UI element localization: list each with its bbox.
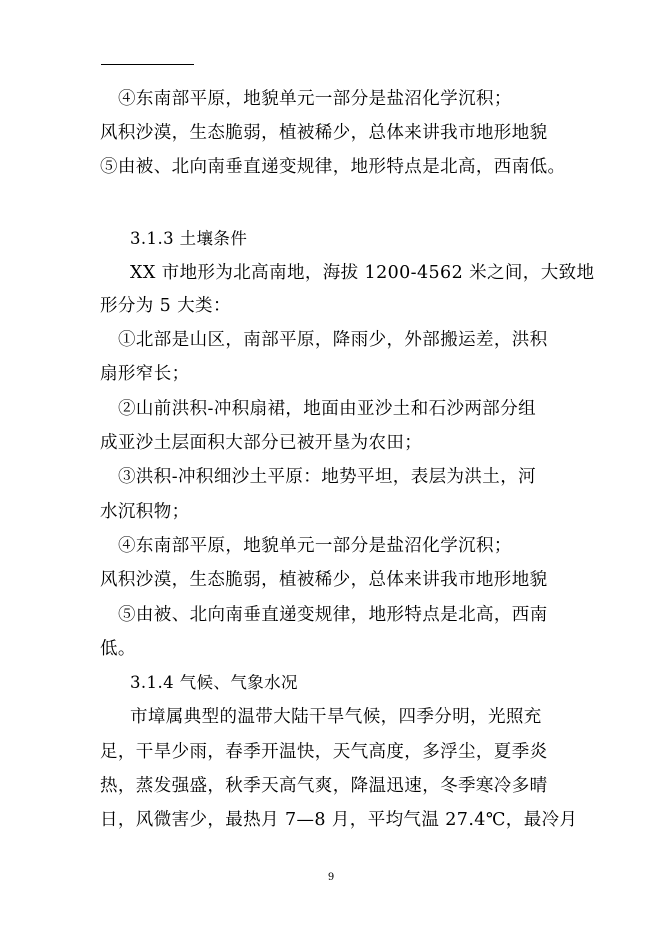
paragraph-line: ②山前洪积-冲积扇裙，地面由亚沙土和石沙两部分组 (118, 399, 537, 419)
section-heading: 3.1.3 土壤条件 (130, 229, 248, 248)
paragraph-line: 热，蒸发强盛，秋季天高气爽，降温迅速，冬季寒冷多晴 (100, 776, 548, 796)
paragraph-line: ④东南部平原，地貌单元一部分是盐沼化学沉积； (118, 536, 512, 556)
paragraph-line: ⑤由被、北向南垂直递变规律，地形特点是北高，西南 (118, 605, 548, 625)
paragraph-line: ④东南部平原，地貌单元一部分是盐沼化学沉积； (118, 89, 512, 109)
paragraph-line: ①北部是山区，南部平原，降雨少，外部搬运差，洪积 (118, 330, 548, 350)
paragraph-line: ③洪积-冲积细沙土平原：地势平坦，表层为洪土，河 (118, 467, 537, 487)
paragraph-line: 扇形窄长； (100, 364, 190, 384)
page-number: 9 (327, 872, 335, 883)
paragraph-line: ⑤由被、北向南垂直递变规律，地形特点是北高，西南低。 (100, 157, 566, 177)
paragraph-line: 水沉积物； (100, 502, 190, 522)
paragraph-line: 风积沙漠，生态脆弱，植被稀少，总体来讲我市地形地貌 (100, 570, 548, 590)
paragraph-line: XX 市地形为北高南地，海拔 1200-4562 米之间，大致地 (130, 263, 595, 283)
paragraph-line: 日，风微害少，最热月 7—8 月，平均气温 27.4℃，最冷月 (100, 810, 578, 830)
paragraph-line: 足，干旱少雨，春季开温快，天气高度，多浮尘，夏季炎 (100, 742, 548, 762)
paragraph-line: 形分为 5 大类： (100, 296, 231, 316)
paragraph-line: 成亚沙土层面积大部分已被开垦为农田； (100, 433, 423, 453)
paragraph-line: 低。 (100, 639, 136, 659)
paragraph-line: 市墇属典型的温带大陆干旱气候，四季分明，光照充 (130, 707, 542, 727)
paragraph-line: 风积沙漠，生态脆弱，植被稀少，总体来讲我市地形地貌 (100, 123, 548, 143)
section-heading: 3.1.4 气候、气象水况 (130, 673, 298, 692)
footnote-separator-rule (101, 64, 194, 65)
